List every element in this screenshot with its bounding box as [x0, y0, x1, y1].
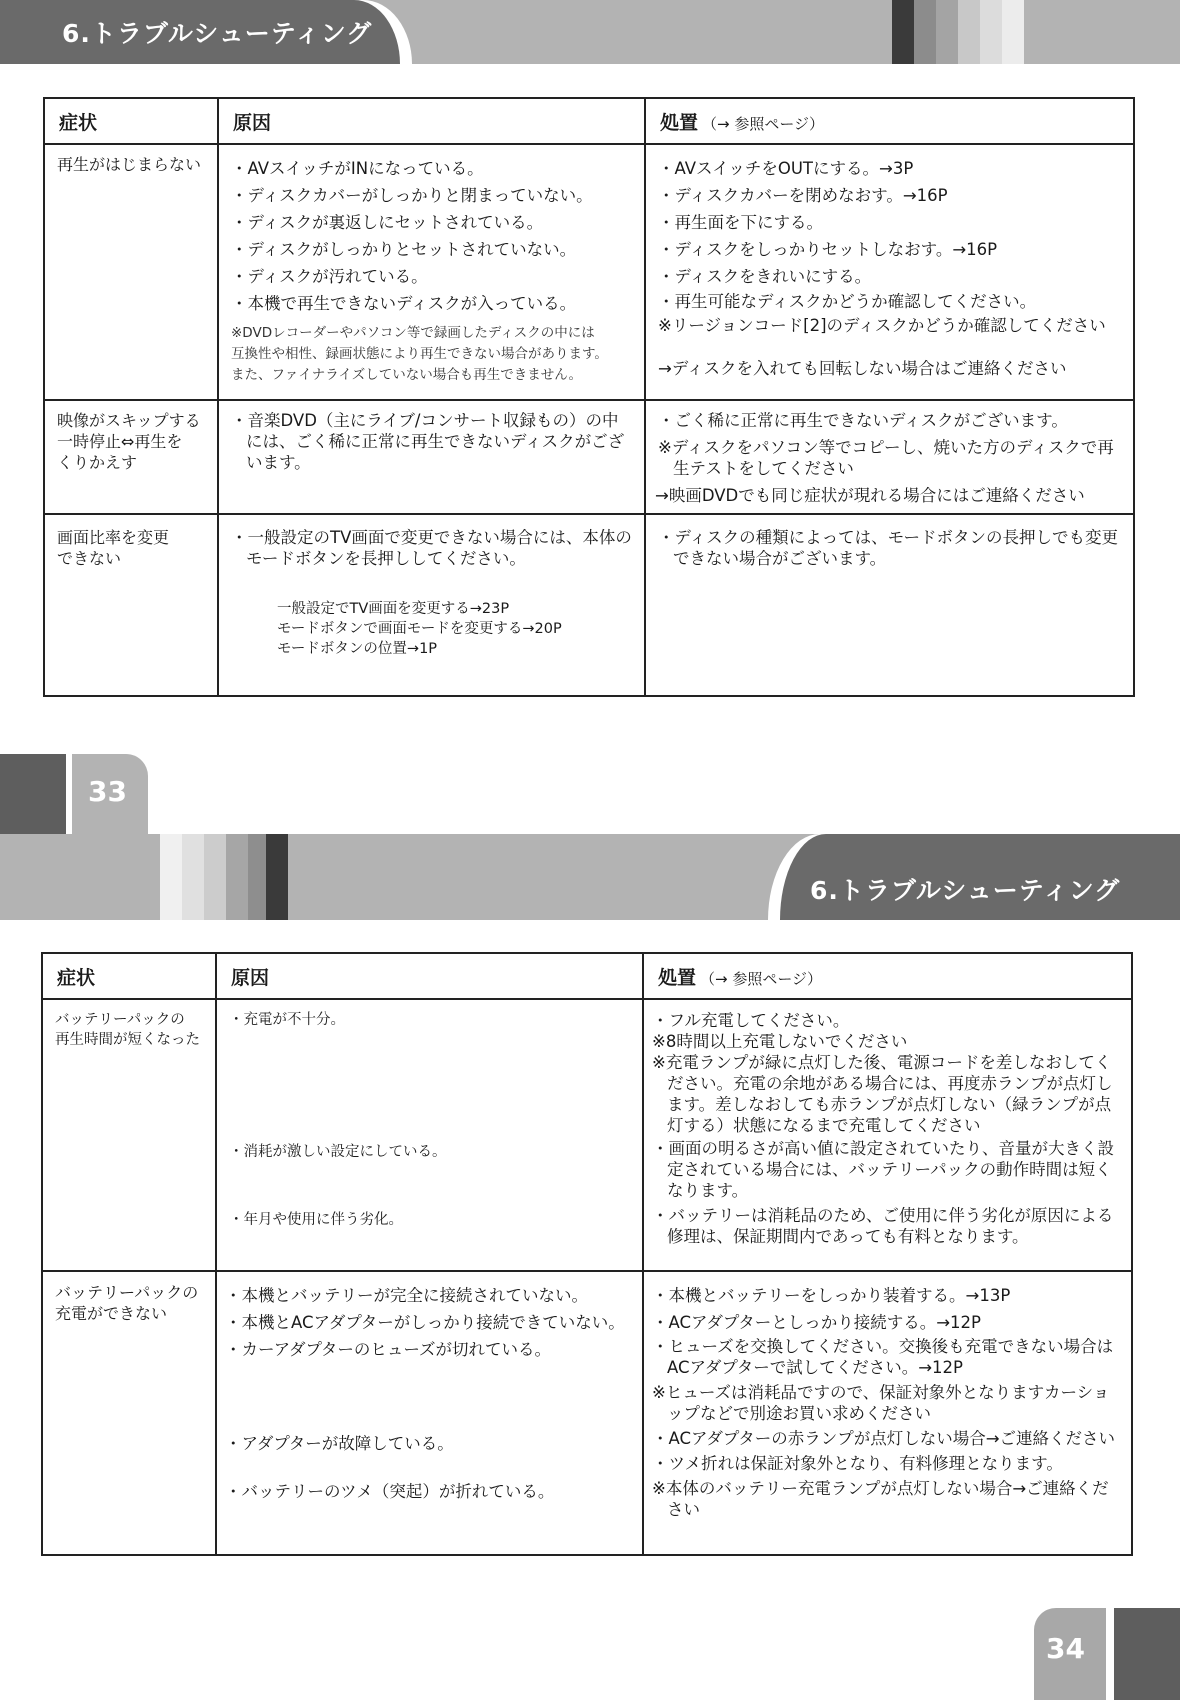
header-stripe — [182, 834, 204, 920]
action-item: ・ディスクカバーを閉めなおす。→16P — [658, 186, 948, 205]
header-stripe — [936, 0, 958, 64]
header-title: 6.トラブルシューティング — [810, 876, 1121, 905]
note-line: ※DVDレコーダーやパソコン等で録画したディスクの中には — [231, 325, 595, 341]
ref-item: 一般設定でTV画面を変更する→23P — [277, 601, 510, 617]
col-cause: 原因 — [218, 98, 645, 144]
action-item: ・画面の明るさが高い値に設定されていたり、音量が大きく設定されている場合には、バッテリーパックの動作時間は短くなります。 — [652, 1139, 1114, 1200]
header-stripe — [204, 834, 226, 920]
action-item: ※充電ランプが緑に点灯した後、電源コードを差しなおしてください。充電の余地がある場合には、再度赤ランプが点灯します。差しなおしても赤ランプが点灯しない（緑ランプが点灯する）状態になるまで充電してください — [652, 1053, 1113, 1135]
header-stripe — [1002, 0, 1024, 64]
ref-item: モードボタンで画面モードを変更する→20P — [277, 621, 562, 637]
action-item: ※8時間以上充電しないでください — [652, 1032, 908, 1051]
cause-item: ・AVスイッチがINになっている。 — [231, 159, 484, 178]
header-stripe — [226, 834, 248, 920]
action-item: ・再生面を下にする。 — [658, 213, 823, 232]
cause-cell — [218, 144, 645, 400]
symptom-cell: 再生がはじまらない — [44, 144, 218, 400]
cause-item: ・音楽DVD（主にライブ/コンサート収録もの）の中には、ごく稀に正常に再生できないディスクがございます。 — [231, 411, 625, 472]
cause-cell — [218, 514, 645, 696]
action-item: ※ディスクをパソコン等でコピーし、焼いた方のディスクで再生テストをしてください — [658, 438, 1114, 478]
action-item: ※リージョンコード[2]のディスクかどうか確認してください — [658, 316, 1106, 335]
trouble-table-page33 — [43, 97, 1135, 697]
header-stripe — [892, 0, 914, 64]
cause-item: ・充電が不十分。 — [229, 1012, 345, 1028]
cause-item: ・ディスクがしっかりとセットされていない。 — [231, 240, 577, 259]
action-item: ・ディスクをしっかりセットしなおす。→16P — [658, 240, 998, 259]
action-cell — [643, 999, 1132, 1271]
note-line: また、ファイナライズしていない場合も再生できません。 — [231, 367, 582, 383]
col-symptom: 症状 — [42, 953, 216, 999]
action-cell — [645, 400, 1134, 514]
cause-item: ・消耗が激しい設定にしている。 — [229, 1144, 447, 1160]
note-line: 互換性や相性、録画状態により再生できない場合があります。 — [231, 346, 608, 362]
cause-item: ・本機とACアダプターがしっかり接続できていない。 — [225, 1313, 625, 1332]
cause-item: ・ディスクが汚れている。 — [231, 267, 428, 286]
ref-item: モードボタンの位置→1P — [277, 641, 438, 657]
header-stripe — [958, 0, 980, 64]
cause-item: ・ディスクカバーがしっかりと閉まっていない。 — [231, 186, 593, 205]
header-stripe — [266, 834, 288, 920]
header-stripe — [248, 834, 266, 920]
page-number-bar — [1114, 1608, 1180, 1700]
cause-item: ・アダプターが故障している。 — [225, 1434, 454, 1453]
action-cell — [645, 144, 1134, 400]
action-cell — [645, 514, 1134, 696]
symptom-cell: 画面比率を変更 できない — [44, 514, 218, 696]
cause-cell — [216, 1271, 643, 1555]
action-item: ・フル充電してください。 — [652, 1011, 850, 1030]
action-item: →映画DVDでも同じ症状が現れる場合にはご連絡ください — [655, 486, 1085, 505]
action-item: ・ディスクをきれいにする。 — [658, 267, 872, 286]
cause-item: ・カーアダプターのヒューズが切れている。 — [225, 1340, 552, 1359]
header-title: 6.トラブルシューティング — [62, 19, 373, 48]
action-item: →ディスクを入れても回転しない場合はご連絡ください — [658, 359, 1067, 378]
trouble-table-page34 — [41, 952, 1133, 1556]
action-item: ・ツメ折れは保証対象外となり、有料修理となります。 — [652, 1454, 1063, 1473]
cause-item: ・バッテリーのツメ（突起）が折れている。 — [225, 1482, 555, 1501]
col-action: 処置 （→ 参照ページ） — [645, 98, 1134, 144]
action-item: ・AVスイッチをOUTにする。→3P — [658, 159, 914, 178]
header-stripe — [980, 0, 1002, 64]
action-item: ・バッテリーは消耗品のため、ご使用に伴う劣化が原因による修理は、保証期間内であっても有料となります。 — [652, 1206, 1114, 1246]
symptom-cell: バッテリーパックの 充電ができない — [42, 1271, 216, 1555]
action-item: ・ヒューズを交換してください。交換後も充電できない場合はACアダプターで試してください。→12P — [652, 1337, 1114, 1377]
symptom-cell: バッテリーパックの 再生時間が短くなった — [42, 999, 216, 1271]
action-item: ・本機とバッテリーをしっかり装着する。→13P — [652, 1286, 1011, 1305]
col-cause: 原因 — [216, 953, 643, 999]
cause-cell — [216, 999, 643, 1271]
action-item: ・ごく稀に正常に再生できないディスクがございます。 — [658, 411, 1068, 430]
cause-item: ・年月や使用に伴う劣化。 — [229, 1212, 403, 1228]
action-item: ※ヒューズは消耗品ですので、保証対象外となりますカーショップなどで別途お買い求めください — [652, 1383, 1110, 1423]
col-action: 処置 （→ 参照ページ） — [643, 953, 1132, 999]
cause-item: ・本機とバッテリーが完全に接続されていない。 — [225, 1286, 588, 1305]
action-item: ・ディスクの種類によっては、モードボタンの長押しでも変更できない場合がございます。 — [658, 528, 1119, 568]
cause-item: ・一般設定のTV画面で変更できない場合には、本体のモードボタンを長押ししてください。 — [231, 528, 632, 568]
header-stripe — [914, 0, 936, 64]
action-item: ・再生可能なディスクかどうか確認してください。 — [658, 292, 1037, 311]
page-number: 33 — [88, 775, 127, 808]
header-stripe — [160, 834, 182, 920]
symptom-cell: 映像がスキップする 一時停止⇔再生を くりかえす — [44, 400, 218, 514]
action-item: ・ACアダプターの赤ランプが点灯しない場合→ご連絡ください — [652, 1429, 1116, 1448]
cause-item: ・本機で再生できないディスクが入っている。 — [231, 294, 577, 313]
page-number-bar — [0, 754, 66, 834]
cause-item: ・ディスクが裏返しにセットされている。 — [231, 213, 544, 232]
action-item: ※本体のバッテリー充電ランプが点灯しない場合→ご連絡ください — [652, 1479, 1109, 1519]
cause-cell — [218, 400, 645, 514]
page-number: 34 — [1046, 1632, 1085, 1665]
action-cell — [643, 1271, 1132, 1555]
action-item: ・ACアダプターとしっかり接続する。→12P — [652, 1313, 981, 1332]
col-symptom: 症状 — [44, 98, 218, 144]
